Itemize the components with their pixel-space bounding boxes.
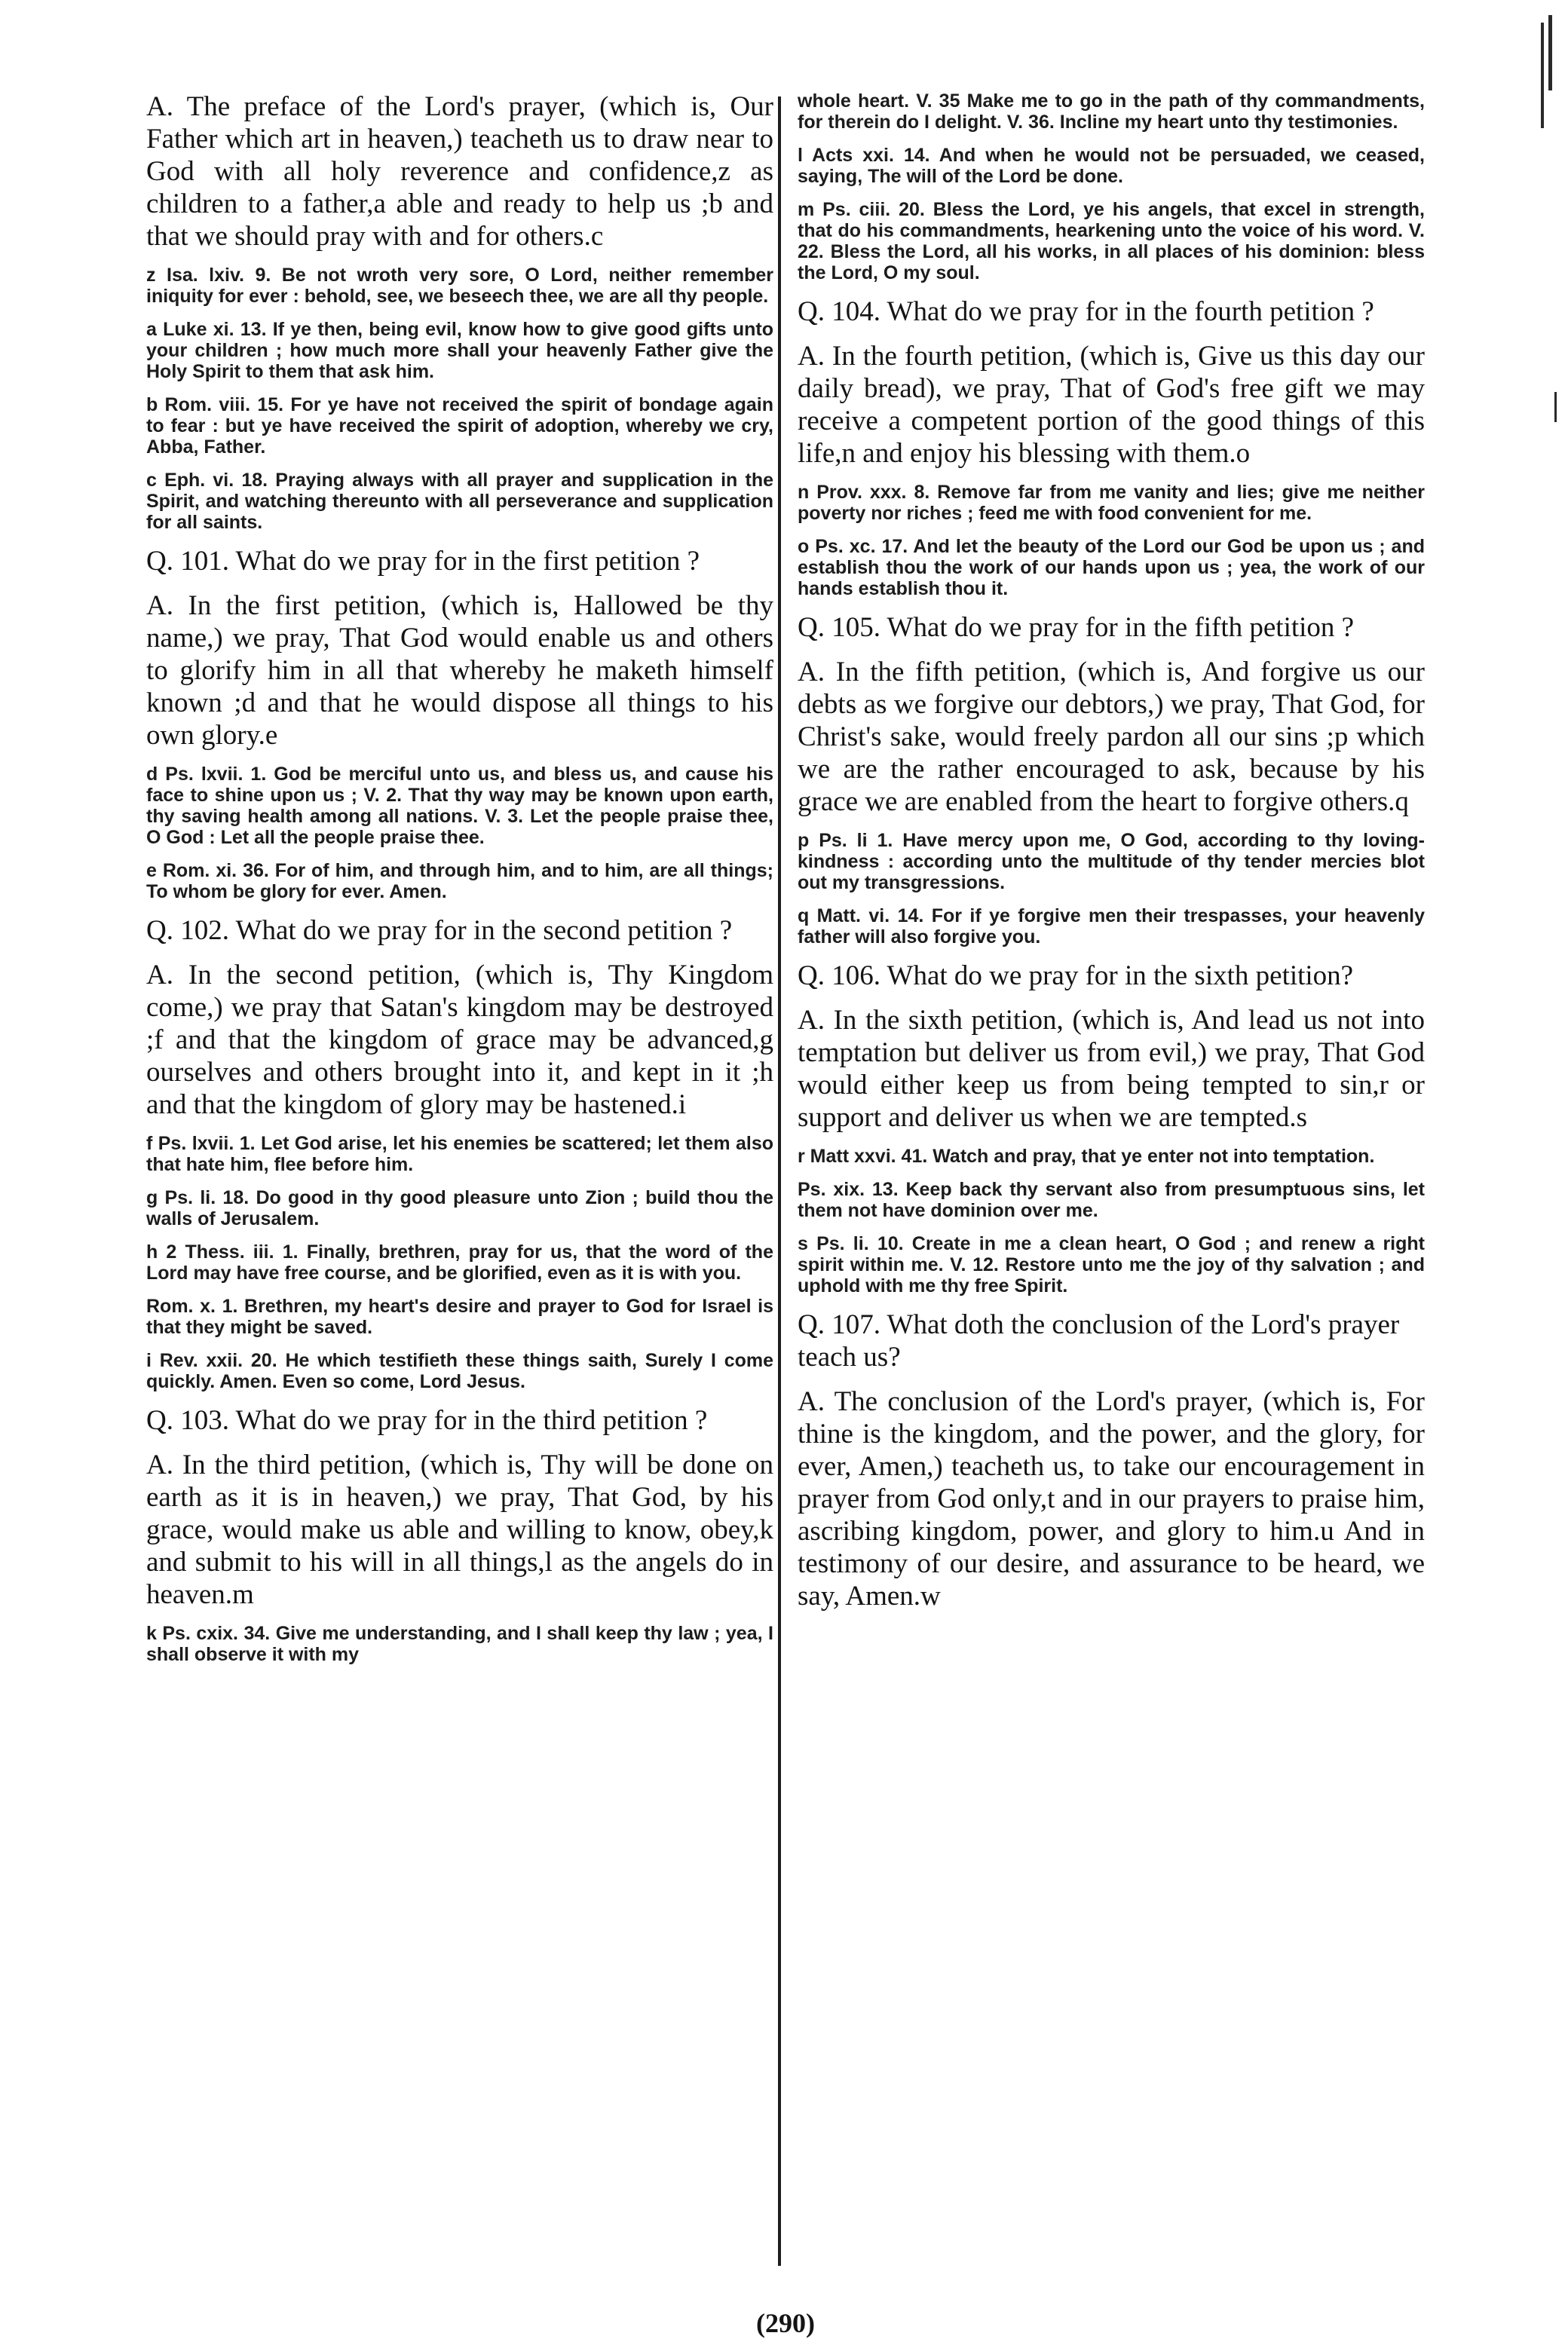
question-107: Q. 107. What doth the conclusion of the Lord's prayer teach us? — [798, 1309, 1400, 1373]
scan-edge-mark — [1541, 23, 1544, 128]
question-105: Q. 105. What do we pray for in the fifth petition ? — [798, 612, 1355, 643]
left-column — [146, 90, 773, 1677]
scripture-ref-q: q Matt. vi. 14. For if ye forgive men their trespasses, your heavenly father will also forgive you. — [798, 905, 1425, 947]
scripture-ref-ps19: Ps. xix. 13. Keep back thy servant also from presumptuous sins, let them not have dominion over me. — [798, 1179, 1425, 1221]
scripture-ref-c: c Eph. vi. 18. Praying always with all prayer and supplication in the Spirit, and watching thereunto with all perseverance and supplication for all saints. — [146, 470, 773, 533]
scripture-ref-rom: Rom. x. 1. Brethren, my heart's desire and prayer to God for Israel is that they might be saved. — [146, 1296, 773, 1338]
scripture-ref-p: p Ps. li 1. Have mercy upon me, O God, according to thy loving-kindness : according unto the multitude of thy tender mercies blot out my transgressions. — [798, 830, 1425, 893]
scan-edge-mark — [1548, 15, 1552, 90]
scripture-ref-b: b Rom. viii. 15. For ye have not received the spirit of bondage again to fear : but ye have received the spirit of adoption, whereby we cry, Abba, Father. — [146, 394, 773, 458]
scripture-ref-n: n Prov. xxx. 8. Remove far from me vanity and lies; give me neither poverty nor riches ; feed me with food convenient for me. — [798, 482, 1425, 524]
scripture-ref-e: e Rom. xi. 36. For of him, and through him, and to him, are all things; To whom be glory for ever. Amen. — [146, 860, 773, 902]
scripture-ref-r: r Matt xxvi. 41. Watch and pray, that ye enter not into temptation. — [798, 1146, 1375, 1167]
answer-107: A. The conclusion of the Lord's prayer, (which is, For thine is the kingdom, and the power, and the glory, for ever, Amen,) teacheth us, to take our encouragement in prayer from God only,t and in our prayers to praise him, ascribing kingdom, power, and glory to him.u And in testimony of our desire, and assurance to be heard, we say, Amen.w — [798, 1386, 1425, 1612]
answer-105: A. In the fifth petition, (which is, And forgive us our debts as we forgive our debtors,) we pray, That God, for Christ's sake, would freely pardon all our sins ;p which we are the rather encouraged to ask, because by his grace we are enabled from the heart to forgive others.q — [798, 657, 1425, 817]
scripture-ref-g: g Ps. li. 18. Do good in thy good pleasure unto Zion ; build thou the walls of Jerusalem. — [146, 1187, 773, 1229]
answer-100: A. The preface of the Lord's prayer, (which is, Our Father which art in heaven,) teacheth us to draw near to God with all holy reverence and confidence,z as children to a father,a able and ready to help us ;b and that we should pray with and for others.c — [146, 91, 773, 252]
answer-106: A. In the sixth petition, (which is, And lead us not into temptation but deliver us from evil,) we pray, That God would either keep us from being tempted to sin,r or support and deliver us when we are tempted.s — [798, 1005, 1425, 1133]
question-101: Q. 101. What do we pray for in the first petition ? — [146, 546, 700, 577]
answer-101: A. In the first petition, (which is, Hallowed be thy name,) we pray, That God would enable us and others to glorify him in all that whereby he maketh himself known ;d and that he would dispose all things to his own glory.e — [146, 590, 773, 751]
question-106: Q. 106. What do we pray for in the sixth petition? — [798, 960, 1354, 991]
page-number: (290) — [756, 2308, 815, 2338]
scripture-ref-f: f Ps. lxvii. 1. Let God arise, let his enemies be scattered; let them also that hate him, flee before him. — [146, 1133, 773, 1175]
scripture-ref-l: l Acts xxi. 14. And when he would not be persuaded, we ceased, saying, The will of the Lord be done. — [798, 145, 1425, 187]
scripture-ref-m: m Ps. ciii. 20. Bless the Lord, ye his angels, that excel in strength, that do his commandments, hearkening unto the voice of his word. V. 22. Bless the Lord, all his works, in all places of his dominion: bless the Lord, O my soul. — [798, 199, 1425, 283]
question-104: Q. 104. What do we pray for in the fourth petition ? — [798, 296, 1374, 327]
scripture-ref-i: i Rev. xxii. 20. He which testifieth these things saith, Surely I come quickly. Amen. Even so come, Lord Jesus. — [146, 1350, 773, 1392]
question-102: Q. 102. What do we pray for in the second petition ? — [146, 915, 733, 946]
answer-104: A. In the fourth petition, (which is, Give us this day our daily bread), we pray, That of God's free gift we may receive a competent portion of the good things of this life,n and enjoy his blessing with them.o — [798, 341, 1425, 469]
scripture-ref-d: d Ps. lxvii. 1. God be merciful unto us, and bless us, and cause his face to shine upon us ; V. 2. That thy way may be known upon earth, thy saving health among all nations. V. 3. Let the people praise thee, O God : Let all the people praise thee. — [146, 764, 773, 848]
scripture-ref-k: k Ps. cxix. 34. Give me understanding, and I shall keep thy law ; yea, I shall observe it with my — [146, 1623, 773, 1665]
right-column — [798, 90, 1425, 1624]
scripture-ref-s: s Ps. li. 10. Create in me a clean heart, O God ; and renew a right spirit within me. V. 12. Restore unto me the joy of thy salvation ; and uphold with me thy free Spirit. — [798, 1233, 1425, 1296]
answer-102: A. In the second petition, (which is, Thy Kingdom come,) we pray that Satan's kingdom may be destroyed ;f and that the kingdom of grace may be advanced,g ourselves and others brought into it, and kept in it ;h and that the kingdom of glory may be hastened.i — [146, 960, 773, 1120]
scripture-ref-a: a Luke xi. 13. If ye then, being evil, know how to give good gifts unto your children ; how much more shall your heavenly Father give the Holy Spirit to them that ask him. — [146, 319, 773, 382]
scripture-ref-z: z Isa. lxiv. 9. Be not wroth very sore, O Lord, neither remember iniquity for ever : behold, see, we beseech thee, we are all thy people. — [146, 265, 773, 307]
scripture-ref-k-cont: whole heart. V. 35 Make me to go in the path of thy commandments, for therein do I delight. V. 36. Incline my heart unto thy testimonies. — [798, 90, 1425, 133]
scan-edge-mark — [1554, 392, 1557, 422]
scripture-ref-h: h 2 Thess. iii. 1. Finally, brethren, pray for us, that the word of the Lord may have free course, and be glorified, even as it is with you. — [146, 1241, 773, 1284]
answer-103: A. In the third petition, (which is, Thy will be done on earth as it is in heaven,) we pray, That God, by his grace, would make us able and willing to know, obey,k and submit to his will in all things,l as the angels do in heaven.m — [146, 1450, 773, 1610]
question-103: Q. 103. What do we pray for in the third petition ? — [146, 1405, 708, 1436]
column-divider — [778, 96, 781, 2266]
scripture-ref-o: o Ps. xc. 17. And let the beauty of the Lord our God be upon us ; and establish thou the work of our hands upon us ; yea, the work of our hands establish thou it. — [798, 536, 1425, 599]
